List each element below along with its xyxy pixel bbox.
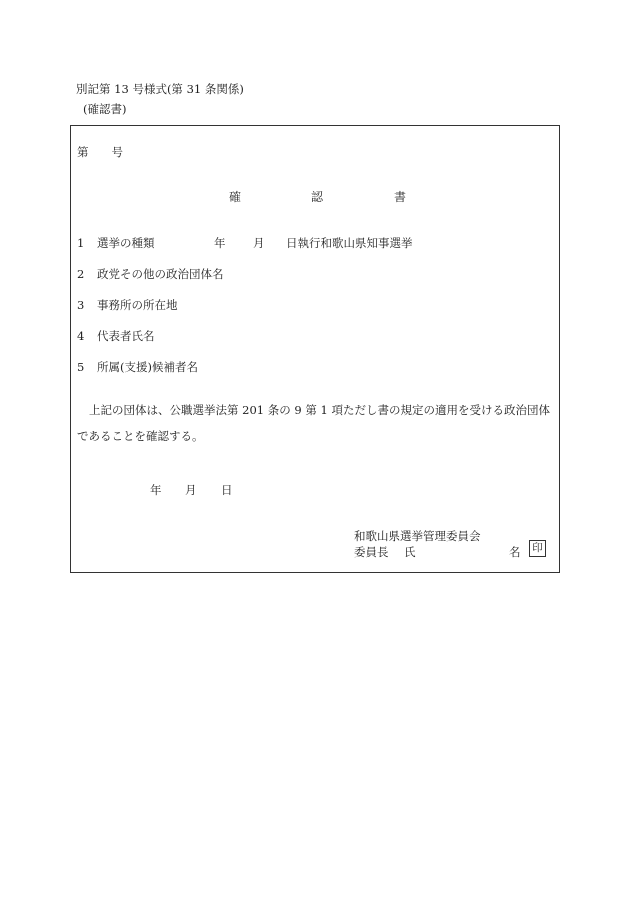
item-3-label: 事務所の所在地	[97, 298, 178, 312]
item-4-number: 4	[77, 329, 85, 343]
date-year: 年	[150, 483, 162, 497]
confirmation-form	[70, 125, 560, 573]
title-char-1: 確	[229, 190, 242, 204]
item-2-number: 2	[77, 267, 85, 281]
seal-stamp: 印	[529, 540, 546, 557]
confirmation-statement-line-1: 上記の団体は、公職選挙法第 201 条の 9 第 1 項ただし書の規定の適用を受ける政治団体	[89, 403, 551, 417]
title-char-2: 認	[311, 190, 324, 204]
chair-name-label-mei: 名	[509, 545, 521, 559]
election-year-field: 年	[214, 236, 226, 250]
form-reference-label: 別記第 13 号様式(第 31 条関係)	[76, 82, 244, 96]
item-2-label: 政党その他の政治団体名	[97, 267, 224, 281]
document-number: 第 号	[77, 145, 123, 159]
item-3-number: 3	[77, 298, 85, 312]
form-subtitle: (確認書)	[83, 102, 127, 116]
item-4-label: 代表者氏名	[97, 329, 155, 343]
committee-name: 和歌山県選挙管理委員会	[354, 529, 481, 543]
item-1-number: 1	[77, 236, 85, 250]
election-name: 日執行和歌山県知事選挙	[286, 236, 413, 250]
item-1-label: 選挙の種類	[97, 236, 155, 250]
title-char-3: 書	[394, 190, 407, 204]
date-month: 月	[185, 483, 197, 497]
election-month-field: 月	[253, 236, 265, 250]
date-day: 日	[221, 483, 233, 497]
chair-name-label-shi: 氏	[404, 545, 416, 559]
confirmation-statement-line-2: であることを確認する。	[77, 429, 204, 443]
chair-title: 委員長	[354, 545, 389, 559]
item-5-number: 5	[77, 360, 85, 374]
item-5-label: 所属(支援)候補者名	[97, 360, 198, 374]
